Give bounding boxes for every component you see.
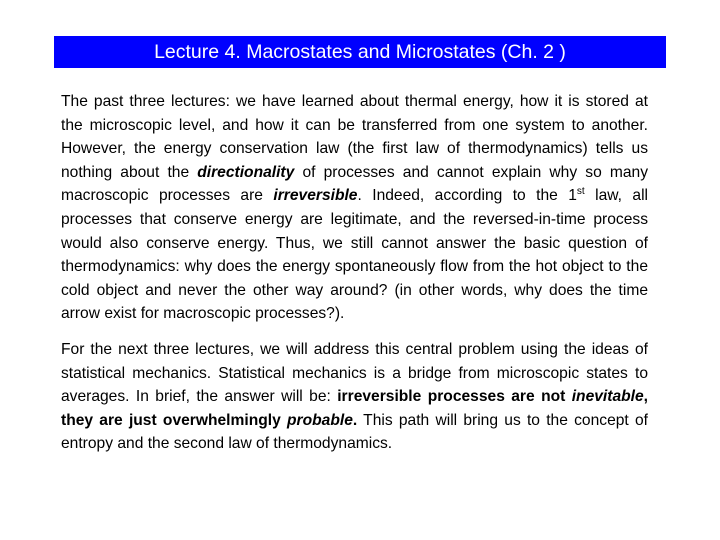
p2-text-1: For the next three lectures, we will address this central problem using the ideas of statistical mechanics. Statistical mechanics is a bridge from microscopic states to averages. In brief, the answer will be:: [61, 340, 648, 406]
p2-emphasis-probable: probable: [287, 411, 353, 429]
p2-emphasis-inevitable: inevitable: [571, 388, 644, 406]
p1-text-1: The past three lectures: we have learned about thermal energy, how it is stored at the microscopic level, and how it can be transferred from one system to another. However, the energy conservation law (the first law of thermodynamics) tells us nothing about the: [61, 93, 648, 181]
p1-emphasis-irreversible: irreversible: [273, 187, 358, 205]
p1-superscript: st: [576, 186, 585, 198]
p1-text-4: law, all processes that conserve energy are legitimate, and the reversed-in-time process would also conserve energy. Thus, we still cannot answer the basic question of thermodynamics: why does the energy spontaneously flow from the hot object to the cold object and never the other way around? (in other words, why does the time arrow exist for macroscopic processes?).: [61, 187, 648, 323]
p1-text-3: . Indeed, according to the 1: [357, 187, 577, 205]
p2-bold-1: irreversible processes are not: [337, 388, 572, 406]
paragraph-1: [61, 90, 648, 326]
p2-bold-3: .: [352, 411, 358, 429]
slide-body: [61, 90, 648, 456]
p1-text-2: of processes and cannot explain why so many macroscopic processes are: [61, 163, 648, 205]
p2-bold-2: , they are just overwhelmingly: [61, 388, 648, 429]
slide-title: Lecture 4. Macrostates and Microstates (Ch. 2 ): [54, 36, 666, 68]
p2-text-2: This path will bring us to the concept of entropy and the second law of thermodynamics.: [61, 411, 648, 453]
p1-emphasis-directionality: directionality: [197, 163, 295, 181]
paragraph-2: [61, 338, 648, 456]
